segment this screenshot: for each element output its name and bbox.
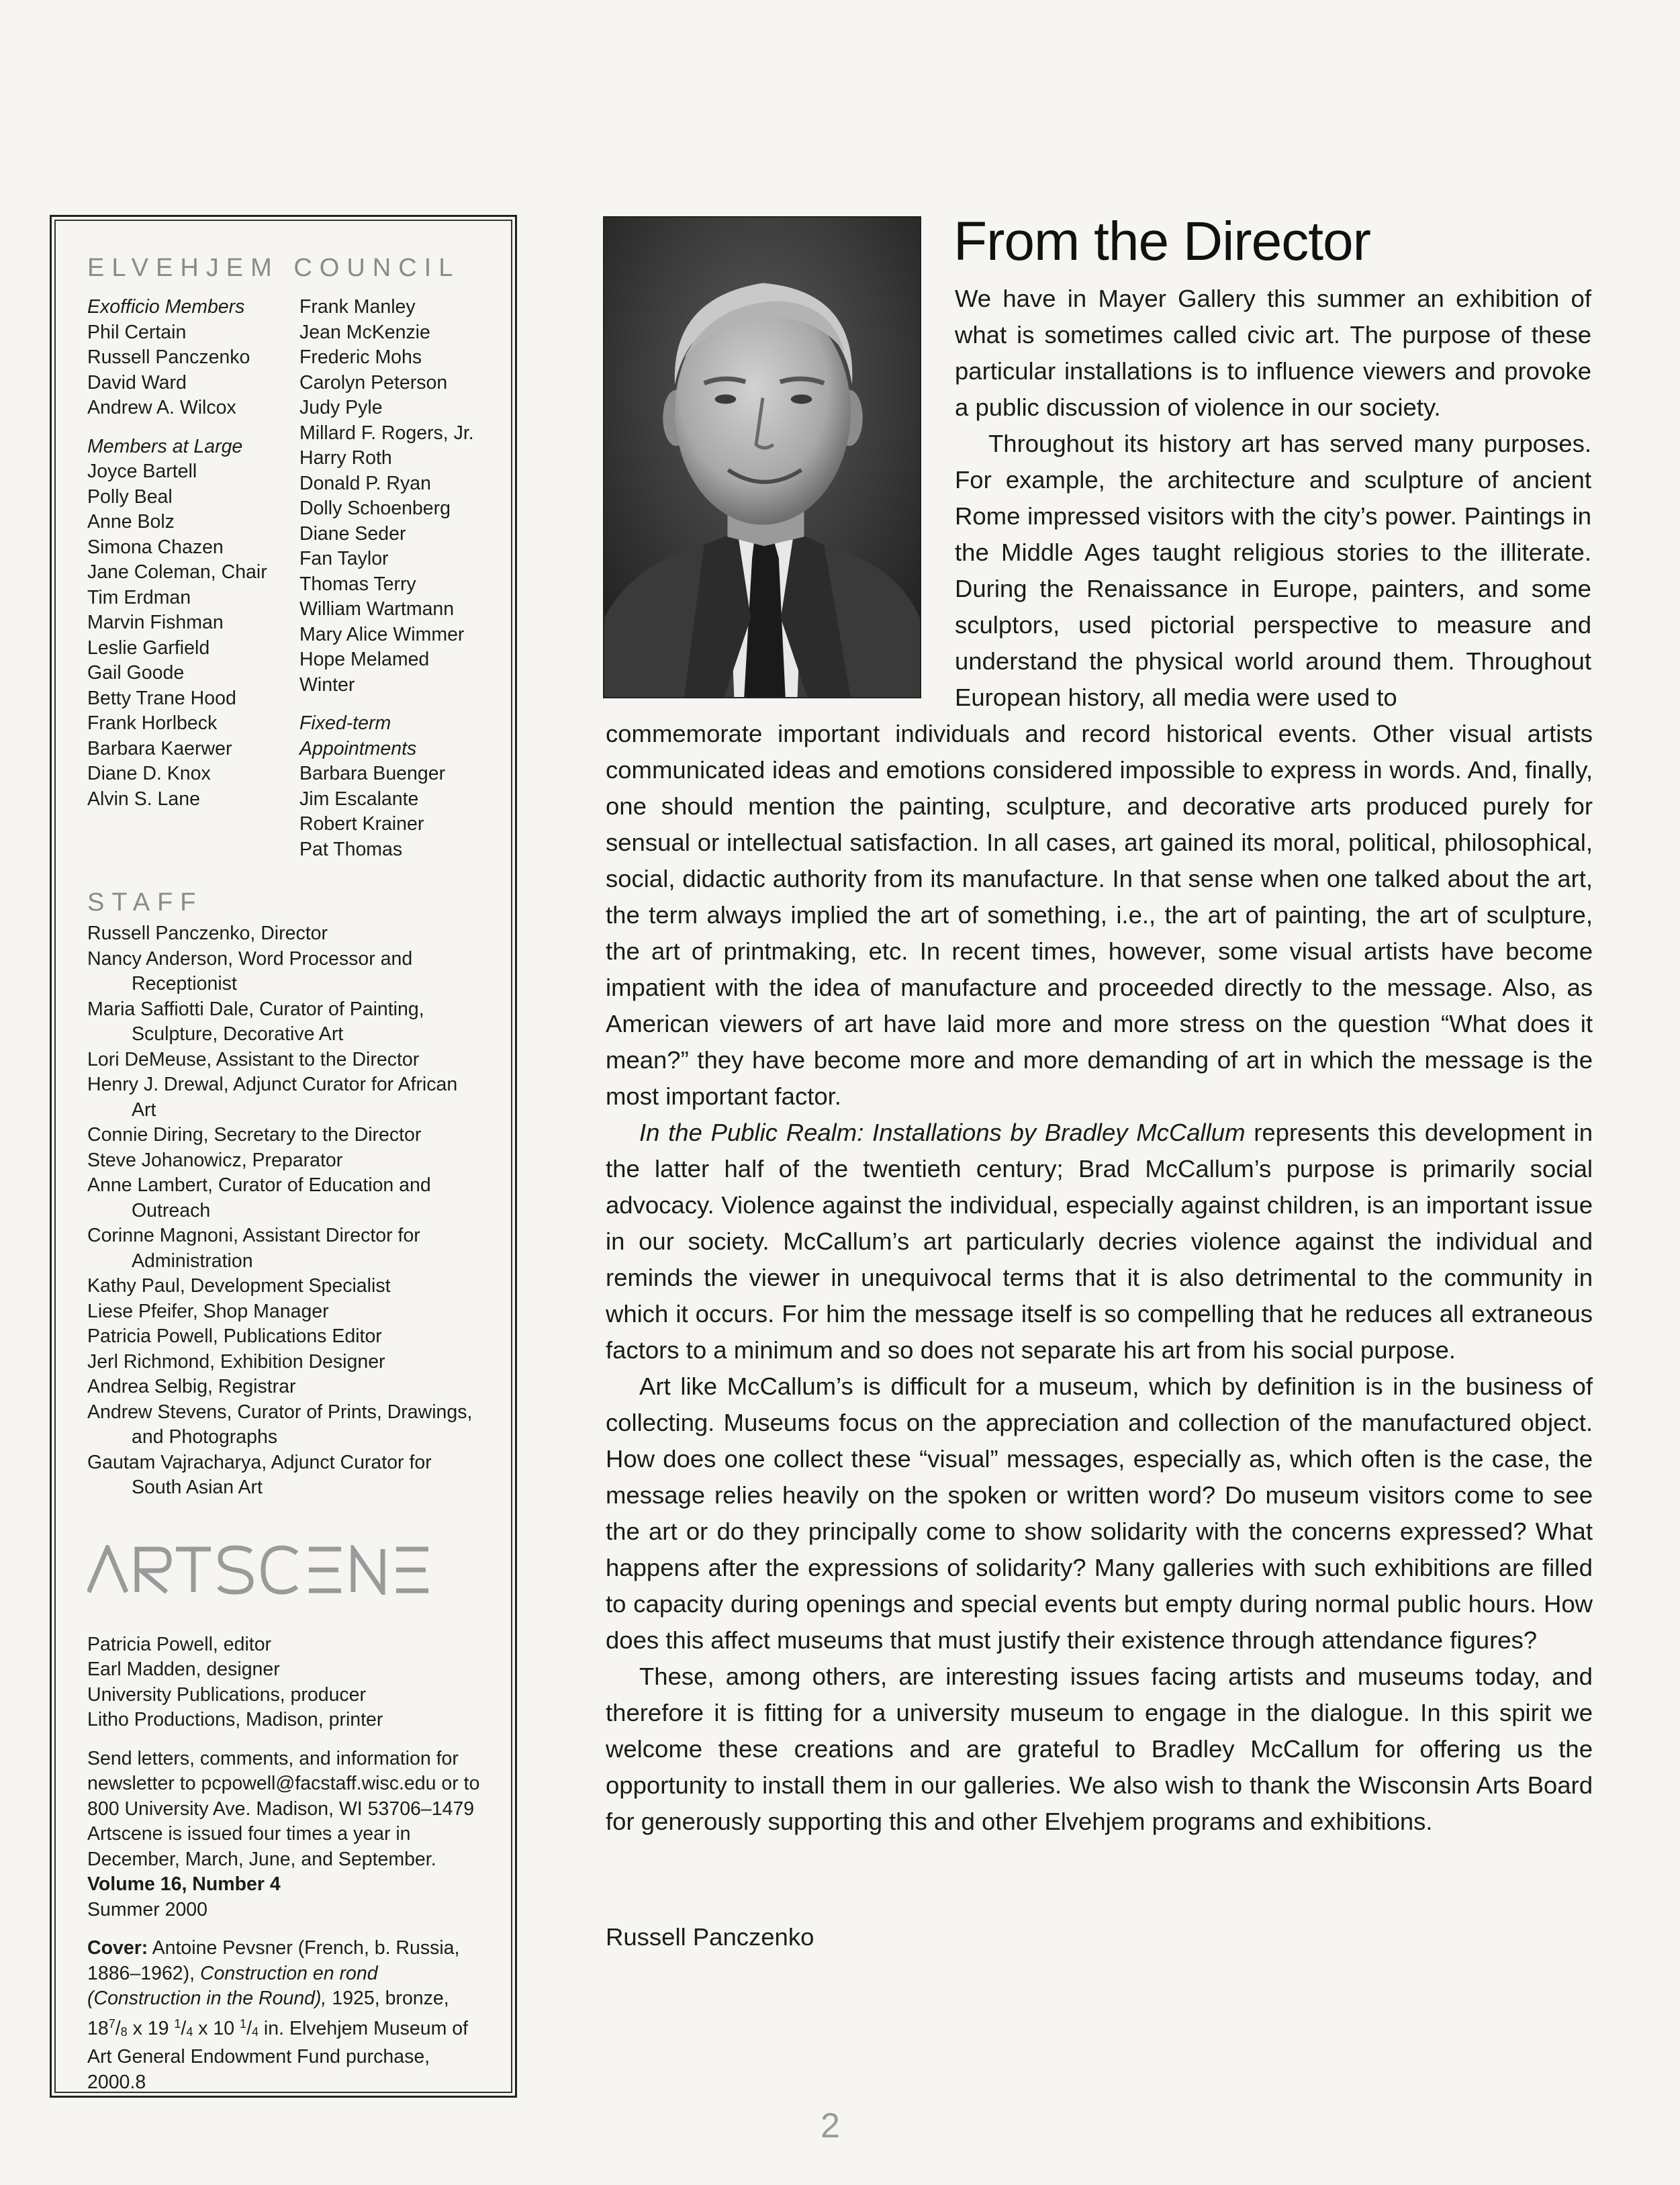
fraction-numerator: 7 <box>108 2016 115 2031</box>
council-member: David Ward <box>87 371 187 393</box>
signature: Russell Panczenko <box>606 1923 814 1951</box>
staff-member: Patricia Powell, Publications Editor <box>87 1326 382 1347</box>
council-member: Carolyn Peterson <box>299 371 448 393</box>
staff-member: Lori DeMeuse, Assistant to the Director <box>87 1048 420 1070</box>
council-member: Leslie Garfield <box>87 637 210 659</box>
article-body <box>606 716 1593 1840</box>
council-member: Judy Pyle <box>299 397 383 418</box>
council-group-heading: Exofficio Members <box>87 296 245 318</box>
staff-member: Connie Diring, Secretary to the Director <box>87 1124 422 1146</box>
page-number: 2 <box>821 2106 840 2145</box>
paragraph-2-start: Throughout its history art has served many purposes. For example, the architecture and sculpture of ancient Rome impressed visitors with the city’s power. Paintings in the Middle Ages taught religious stories to the illiterate. During the Renaissance in Europe, painters, and some sculptors, used pictorial perspective to measure and understand the physical world around them. Throughout European history, all media were used to <box>955 430 1591 711</box>
article-intro <box>955 281 1591 716</box>
council-list <box>87 295 481 862</box>
cover-dimension: x 19 <box>132 2017 169 2039</box>
staff-member: Henry J. Drewal, Adjunct Curator for African Art <box>87 1074 458 1121</box>
credits-list <box>87 1632 481 1733</box>
group-gap <box>87 421 299 434</box>
director-portrait <box>603 216 921 698</box>
council-member: Frank Horlbeck <box>87 712 218 734</box>
fraction-denominator: 4 <box>251 2025 259 2039</box>
artscene-logo <box>87 1545 481 1595</box>
paragraph-2-continued: commemorate important individuals and record historical events. Other visual artists communicated ideas and emotions considered impossible to express in words. And, finally, one should mention the painting, sculpture, and decorative arts produced purely for sensual or intellectual satisfaction. In all cases, art gained its moral, political, philosophical, social, didactic authority from its manufacture. In that sense when one talked about the art, the term always implied the art of something, i.e., the art of painting, the art of sculpture, the art of printmaking, etc. In recent times, however, some visual artists have become impatient with the idea of manufacture and proceeded directly to the message. Also, as American viewers of art have laid more and more stress on the question “What does it mean?” they have become more and more demanding of art in which the message is the most important factor. <box>606 720 1593 1110</box>
fraction-numerator: 1 <box>240 2016 247 2031</box>
council-member: Betty Trane Hood <box>87 687 236 709</box>
staff-member: Russell Panczenko, Director <box>87 923 328 944</box>
paragraph-3-text: represents this development in the latter half of the twentieth century; Brad McCallum’s purpose is primarily social advocacy. Violence against the individual, especially against children, is an important issue in our society. McCallum’s art particularly decries violence against the individual and reminds the viewer in unequivocal terms that it is also detrimental to the community in which it occurs. For him the message itself is so compelling that he reduces all extraneous factors to a minimum and so does not separate his art from his social purpose. <box>606 1119 1593 1364</box>
staff-member: Gautam Vajracharya, Adjunct Curator for South Asian Art <box>87 1451 432 1498</box>
staff-member: Steve Johanowicz, Preparator <box>87 1149 343 1171</box>
council-column-right <box>299 295 481 862</box>
council-member: Phil Certain <box>87 321 187 343</box>
council-member: Diane Seder <box>299 522 406 545</box>
staff-heading: STAFF <box>87 888 203 917</box>
council-member: Jean McKenzie <box>299 321 430 343</box>
staff-member: Andrew Stevens, Curator of Prints, Drawings, and Photographs <box>87 1401 473 1448</box>
season: Summer 2000 <box>87 1898 208 1920</box>
staff-member: Kathy Paul, Development Specialist <box>87 1275 391 1297</box>
council-member: Anne Bolz <box>87 511 175 532</box>
council-member: Marvin Fishman <box>87 612 224 633</box>
staff-member: Anne Lambert, Curator of Education and Outreach <box>87 1174 431 1221</box>
fraction-denominator: 4 <box>186 2025 193 2039</box>
council-member: Simona Chazen <box>87 536 224 558</box>
council-member: Barbara Kaerwer <box>87 737 232 759</box>
cover-artist: Antoine Pevsner (French, b. Russia, 1886–1962), <box>87 1937 460 1984</box>
staff-member: Maria Saffiotti Dale, Curator of Painting, Sculpture, Decorative Art <box>87 998 424 1045</box>
council-member: Barbara Buenger <box>299 763 446 784</box>
council-member: Joyce Bartell <box>87 461 197 482</box>
fraction-denominator: 8 <box>120 2025 128 2039</box>
council-member: William Wartmann <box>299 598 455 620</box>
council-member: Polly Beal <box>87 485 173 508</box>
volume-number: Volume 16, Number 4 <box>87 1873 281 1895</box>
staff-member: Jerl Richmond, Exhibition Designer <box>87 1350 385 1373</box>
council-member: Frederic Mohs <box>299 346 422 368</box>
sidebar-inner <box>54 220 512 2093</box>
council-member: Thomas Terry <box>299 573 416 595</box>
council-member: Hope Melamed Winter <box>299 649 430 696</box>
paragraph-5: These, among others, are interesting issues facing artists and museums today, and therefore it is fitting for a university museum to engage in the dialogue. In this spirit we welcome these creations and are grateful to Bradley McCallum for offering us the opportunity to install them in our galleries. We also wish to thank the Wisconsin Arts Board for generously supporting this and other Elvehjem programs and exhibitions. <box>606 1663 1593 1835</box>
council-group-heading: Members at Large <box>87 435 243 457</box>
credit-line: Patricia Powell, editor <box>87 1633 272 1655</box>
group-gap <box>299 698 481 711</box>
council-member: Mary Alice Wimmer <box>299 623 465 645</box>
paragraph-4: Art like McCallum’s is difficult for a museum, which by definition is in the business of collecting. Museums focus on the appreciation and collection of the manufactured object. How does one collect these “visual” messages, especially as, which often is the case, the message relies heavily on the spoken or written word? Do museum visitors come to see the art or do they principally come to show solidarity with the concerns expressed? What happens after the expressions of solidarity? Many galleries with such exhibitions are filled to capacity during openings and special events but empty during normal public hours. How does this affect museums that must justify their existence through attendance figures? <box>606 1373 1593 1654</box>
issue-schedule: Artscene is issued four times a year in December, March, June, and September. <box>87 1823 436 1870</box>
cover-rest: in. Elvehjem Museum of Art General Endowment Fund purchase, 2000.8 <box>87 2017 469 2093</box>
council-member: Jim Escalante <box>299 788 419 810</box>
cover-dimension: x 10 <box>198 2017 235 2039</box>
fraction-numerator: 1 <box>174 2016 181 2031</box>
council-member: Andrew A. Wilcox <box>87 397 236 418</box>
council-column-left <box>87 295 299 862</box>
portrait-photo <box>604 218 920 697</box>
council-member: Russell Panczenko <box>87 346 250 368</box>
council-group-heading: Appointments <box>299 737 417 759</box>
credit-line: Earl Madden, designer <box>87 1659 280 1680</box>
cover-work-title: Construction en rond (Construction in the Round), <box>87 1962 378 2009</box>
sidebar-box <box>50 215 517 2098</box>
staff-member: Nancy Anderson, Word Processor and Receptionist <box>87 947 413 994</box>
council-member: Alvin S. Lane <box>87 788 200 810</box>
staff-list <box>87 921 481 1501</box>
paragraph-1: We have in Mayer Gallery this summer an exhibition of what is sometimes called civic art. The purpose of these particular installations is to influence viewers and provoke a public discussion of violence in our society. <box>955 285 1591 421</box>
council-member: Millard F. Rogers, Jr. <box>299 422 474 444</box>
council-member: Tim Erdman <box>87 586 191 608</box>
page-title: From the Director <box>953 211 1370 272</box>
volume-info <box>87 1872 481 1922</box>
council-member: Diane D. Knox <box>87 763 211 784</box>
council-member: Robert Krainer <box>299 813 424 835</box>
council-member: Harry Roth <box>299 447 392 469</box>
staff-member: Corinne Magnoni, Assistant Director for Administration <box>87 1225 420 1272</box>
credit-line: Litho Productions, Madison, printer <box>87 1709 383 1730</box>
council-member: Fan Taylor <box>299 548 389 569</box>
credit-line: University Publications, producer <box>87 1683 367 1706</box>
colophon <box>87 1632 481 2096</box>
council-member: Frank Manley <box>299 296 416 318</box>
cover-year-medium: 1925, bronze, 18 <box>87 1988 449 2039</box>
staff-member: Liese Pfeifer, Shop Manager <box>87 1300 329 1322</box>
council-member: Jane Coleman, Chair <box>87 561 267 583</box>
paragraph-3 <box>606 1115 1593 1368</box>
council-member: Donald P. Ryan <box>299 472 431 494</box>
artscene-logo-mark <box>87 1545 450 1595</box>
exhibition-title: In the Public Realm: Installations by Bradley McCallum <box>639 1119 1246 1146</box>
council-member: Dolly Schoenberg <box>299 498 451 519</box>
cover-label: Cover: <box>87 1937 148 1959</box>
council-heading: ELVEHJEM COUNCIL <box>87 254 461 282</box>
council-member: Gail Goode <box>87 662 185 684</box>
council-member: Pat Thomas <box>299 838 403 860</box>
staff-member: Andrea Selbig, Registrar <box>87 1376 296 1397</box>
cover-caption: Cover: Antoine Pevsner (French, b. Russia, 1886–1962), Construction en rond (Construction in the Round), 1925, bronze, $18^7/_8$ x 19 $^1/_4$ x 10 $^1/_4$ in. Elvehjem Museum of Art General Endowment Fund purchase, 2000.8 <box>87 1937 469 2093</box>
contact-info: Send letters, comments, and information for newsletter to pcpowell@facstaff.wisc.edu or to 800 University Ave. Madison, WI 53706–1479 <box>87 1747 480 1820</box>
council-group-heading: Fixed-term <box>299 712 391 734</box>
